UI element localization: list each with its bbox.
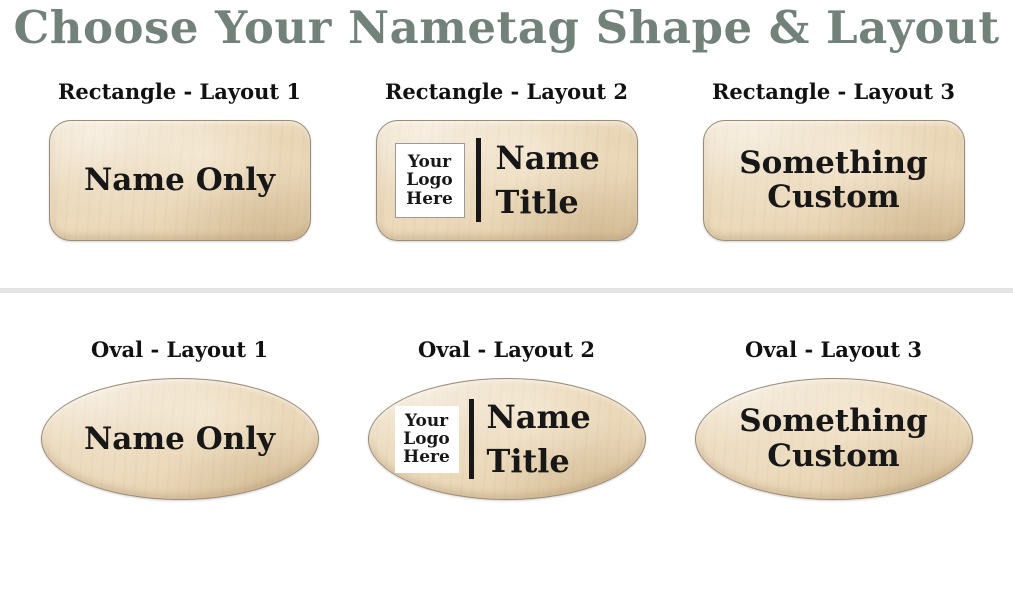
option-label: Rectangle - Layout 2 — [384, 78, 628, 104]
engraved-text — [487, 395, 591, 483]
logo-line: Your — [404, 410, 449, 431]
engraved-line: Custom — [767, 438, 900, 475]
logo-line: Logo — [406, 170, 453, 191]
engraved-line: Title — [495, 183, 579, 222]
logo-placeholder — [395, 143, 465, 218]
engraved-text — [739, 146, 927, 215]
option-label: Oval - Layout 1 — [91, 336, 268, 362]
engraved-line: Something — [739, 144, 928, 181]
engraved-line: Name — [495, 139, 600, 178]
option-label: Rectangle - Layout 3 — [711, 78, 955, 104]
option-oval-layout-3 — [670, 337, 997, 500]
engraved-text — [84, 422, 275, 456]
engraved-line: Name — [486, 397, 591, 436]
option-rectangle-layout-1 — [16, 79, 343, 241]
engraved-text — [739, 404, 927, 473]
option-rectangle-layout-3 — [670, 79, 997, 241]
nametag-options-page — [0, 2, 1013, 607]
oval-row — [0, 337, 1013, 500]
engraved-line: Name Only — [83, 162, 276, 199]
vertical-divider-bar — [476, 138, 481, 222]
engraved-line: Name Only — [83, 421, 276, 458]
rectangle-row — [0, 79, 1013, 241]
option-label: Rectangle - Layout 1 — [57, 78, 301, 104]
engraved-line: Custom — [767, 179, 900, 216]
page-title: Choose Your Nametag Shape & Layout — [13, 1, 1000, 54]
option-label: Oval - Layout 3 — [745, 336, 922, 362]
logo-line: Here — [406, 188, 453, 209]
option-oval-layout-1 — [16, 337, 343, 500]
nametag-preview-rectangle-layout-1 — [49, 120, 311, 241]
nametag-preview-rectangle-layout-3 — [703, 120, 965, 241]
nametag-preview-oval-layout-3 — [695, 378, 973, 500]
engraved-text — [84, 163, 275, 197]
logo-line: Logo — [403, 428, 450, 449]
nametag-preview-rectangle-layout-2 — [376, 120, 638, 241]
engraved-line: Something — [739, 403, 928, 440]
engraved-text — [496, 136, 600, 224]
logo-line: Your — [407, 151, 452, 172]
option-label: Oval - Layout 2 — [418, 336, 595, 362]
logo-placeholder — [395, 406, 459, 473]
option-oval-layout-2 — [343, 337, 670, 500]
logo-line: Here — [403, 447, 450, 468]
nametag-preview-oval-layout-2 — [368, 378, 646, 500]
section-divider — [0, 288, 1013, 293]
option-rectangle-layout-2 — [343, 79, 670, 241]
engraved-line: Title — [486, 442, 570, 481]
vertical-divider-bar — [469, 399, 474, 479]
nametag-preview-oval-layout-1 — [41, 378, 319, 500]
